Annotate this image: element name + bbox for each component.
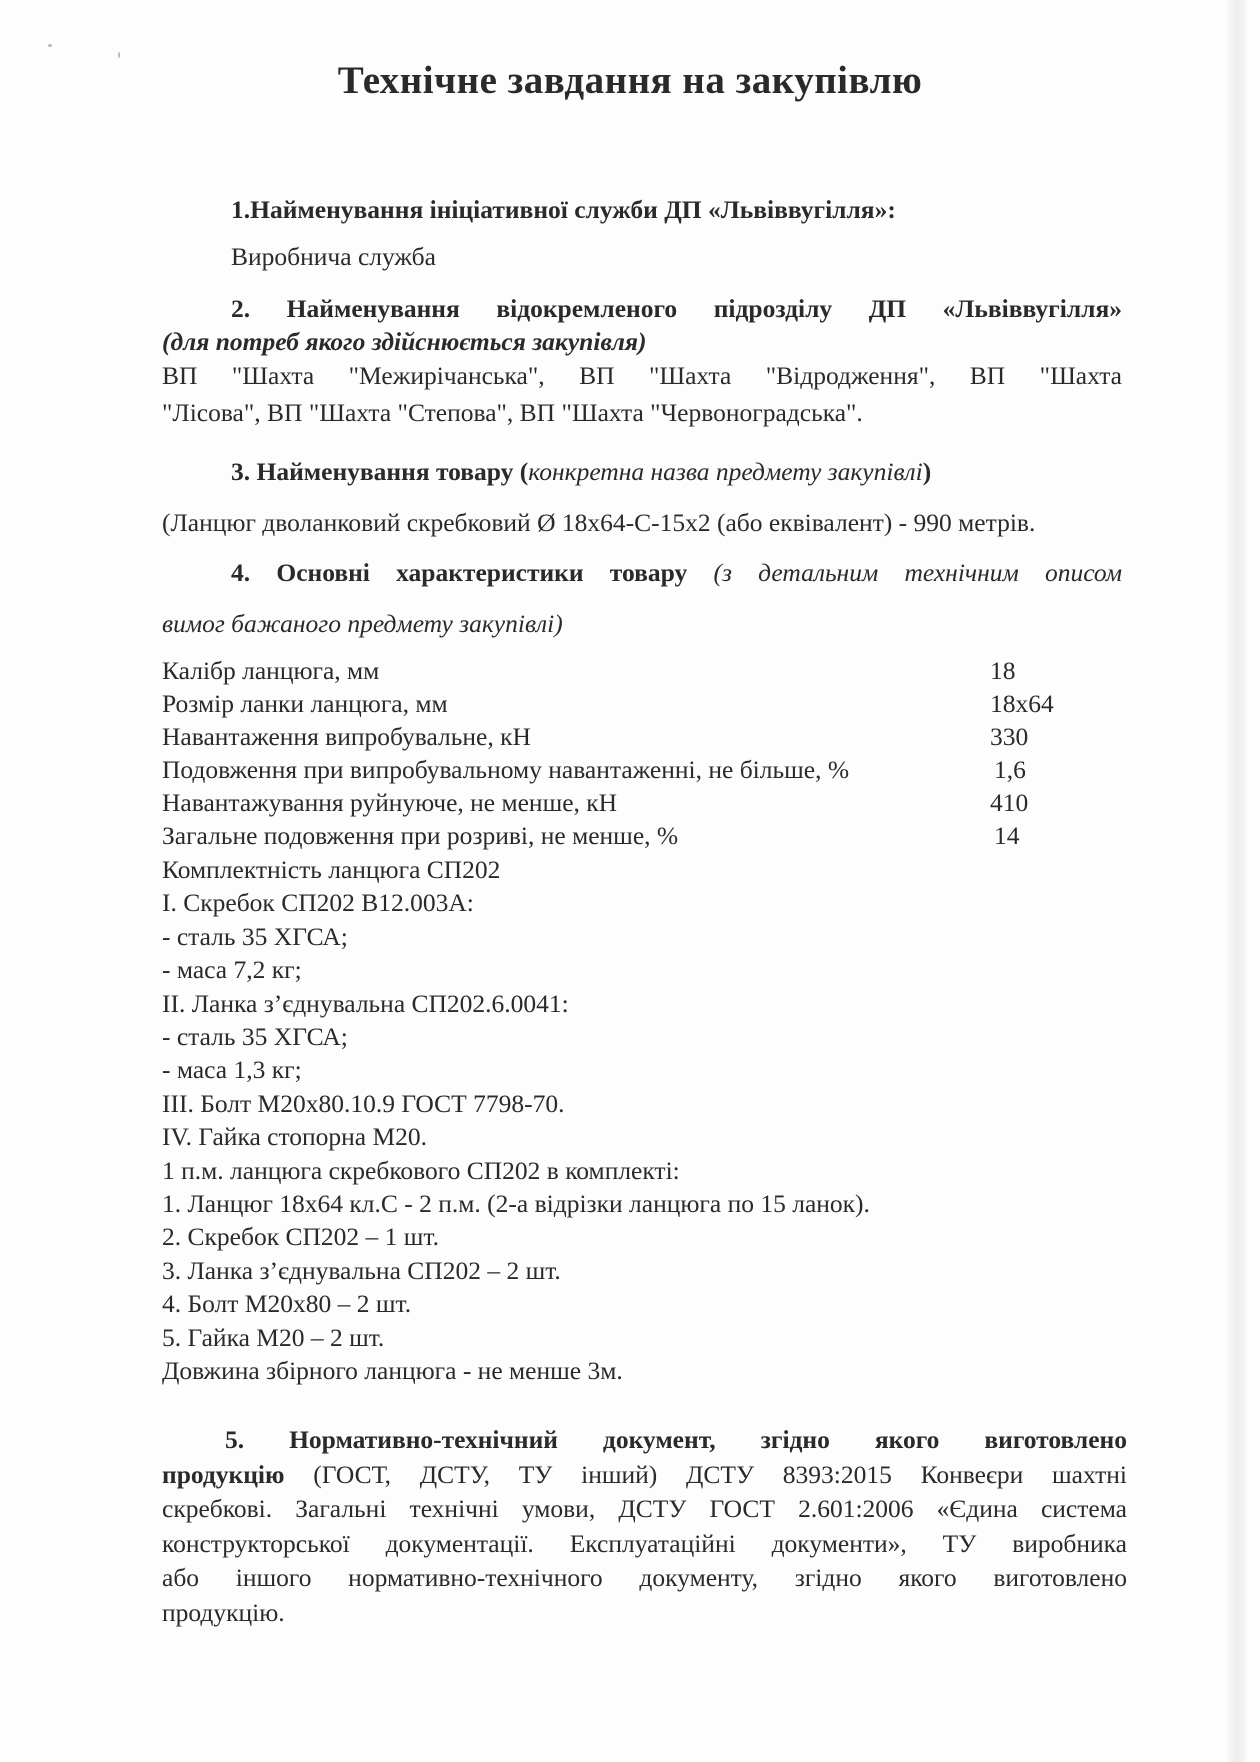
list-item: 1. Ланцюг 18х64 кл.С - 2 п.м. (2-а відрізки ланцюга по 15 ланок). bbox=[162, 1189, 870, 1219]
spec-row bbox=[162, 753, 1122, 786]
spec-row bbox=[162, 687, 1122, 720]
section-4-heading: 4. Основні характеристики товару bbox=[231, 558, 688, 587]
section-5-line-1-rest: (ГОСТ, ДСТУ, ТУ інший) ДСТУ 8393:2015 Конвеєри шахтні bbox=[284, 1459, 1127, 1489]
spec-value: 18 bbox=[990, 656, 1016, 685]
spec-value: 18х64 bbox=[990, 689, 1054, 718]
list-item: Комплектність ланцюга СП202 bbox=[162, 855, 501, 884]
completeness-list bbox=[162, 853, 870, 1388]
document-title: Технічне завдання на закупівлю bbox=[337, 59, 923, 102]
spec-row bbox=[162, 786, 1122, 819]
section-5-line-5: продукцію. bbox=[162, 1597, 285, 1627]
section-5-line-1 bbox=[162, 1458, 1127, 1493]
list-item: 2. Скребок СП202 – 1 шт. bbox=[162, 1222, 439, 1252]
spec-name: Навантажування руйнуюче, не менше, кН bbox=[162, 788, 618, 817]
spec-name: Розмір ланки ланцюга, мм bbox=[162, 689, 448, 718]
spec-value: 410 bbox=[990, 788, 1029, 817]
section-5-line-2: скребкові. Загальні технічні умови, ДСТУ ГОСТ 2.601:2006 «Єдина система bbox=[162, 1494, 1127, 1523]
scan-edge-shadow bbox=[1224, 0, 1246, 1762]
section-3-heading-line bbox=[231, 455, 931, 489]
spec-row bbox=[162, 654, 1122, 687]
list-item: 3. Ланка з’єднувальна СП202 – 2 шт. bbox=[162, 1255, 561, 1285]
list-item: ІІ. Ланка з’єднувальна СП202.6.0041: bbox=[162, 988, 569, 1018]
list-item: ІІІ. Болт М20х80.10.9 ГОСТ 7798-70. bbox=[162, 1088, 565, 1118]
section-5 bbox=[162, 1423, 1127, 1630]
section-4-note-2: вимог бажаного предмету закупівлі) bbox=[162, 609, 563, 638]
section-3-value: (Ланцюг дволанковий скребковий Ø 18х64-С-15х2 (або еквівалент) - 990 метрів. bbox=[162, 508, 1036, 537]
list-item: IV. Гайка стопорна М20. bbox=[162, 1122, 428, 1152]
section-1-heading: 1.Найменування ініціативної служби ДП «Львіввугілля»: bbox=[231, 195, 896, 224]
spec-value: 1,6 bbox=[994, 755, 1026, 784]
section-3-note: конкретна назва предмету закупівлі bbox=[528, 457, 923, 486]
list-item: - сталь 35 ХГСА; bbox=[162, 921, 348, 951]
list-item: 4. Болт М20х80 – 2 шт. bbox=[162, 1289, 412, 1319]
spec-name: Навантаження випробувальне, кН bbox=[162, 722, 531, 751]
spec-row bbox=[162, 720, 1122, 753]
scan-speck bbox=[48, 44, 52, 47]
section-4-note-1: (з детальним технічним описом bbox=[713, 558, 1122, 587]
list-item: Довжина збірного ланцюга - не менше 3м. bbox=[162, 1356, 623, 1386]
spec-row bbox=[162, 819, 1122, 852]
list-item: - сталь 35 ХГСА; bbox=[162, 1022, 348, 1052]
section-3-heading: 3. Найменування товару bbox=[231, 457, 514, 486]
list-item: 5. Гайка М20 – 2 шт. bbox=[162, 1322, 385, 1352]
section-4-heading-line bbox=[231, 556, 1122, 590]
section-2-heading: 2. Найменування відокремленого підрозділу ДП «Львіввугілля» bbox=[231, 294, 1122, 323]
section-5-line-3: конструкторської документації. Експлуатаційні документи», ТУ виробника bbox=[162, 1528, 1127, 1558]
section-5-heading: 5. Нормативно-технічний документ, згідно якого виготовлено bbox=[225, 1425, 1127, 1454]
section-3-paren-open: ( bbox=[519, 457, 529, 486]
list-item: І. Скребок СП202 В12.003А: bbox=[162, 888, 474, 918]
list-item: - маса 7,2 кг; bbox=[162, 955, 302, 985]
list-item: - маса 1,3 кг; bbox=[162, 1055, 302, 1085]
section-2-note: (для потреб якого здійснюється закупівля) bbox=[162, 327, 647, 356]
section-1-value: Виробнича служба bbox=[231, 242, 436, 271]
section-5-heading-end: продукцію bbox=[162, 1459, 285, 1489]
section-3-paren-close: ) bbox=[922, 457, 932, 486]
section-2-line-1: ВП "Шахта "Межирічанська", ВП "Шахта "Відродження", ВП "Шахта bbox=[162, 361, 1122, 390]
spec-value: 14 bbox=[994, 821, 1020, 850]
spec-name: Калібр ланцюга, мм bbox=[162, 656, 380, 685]
spec-name: Загальне подовження при розриві, не менше, % bbox=[162, 821, 679, 850]
spec-name: Подовження при випробувальному навантаженні, не більше, % bbox=[162, 755, 850, 784]
list-item: 1 п.м. ланцюга скребкового СП202 в комплекті: bbox=[162, 1155, 680, 1185]
spec-value: 330 bbox=[990, 722, 1029, 751]
section-5-line-4: або іншого нормативно-технічного документу, згідно якого виготовлено bbox=[162, 1563, 1127, 1592]
section-2-line-2: "Лісова", ВП "Шахта "Степова", ВП "Шахта "Червоноградська". bbox=[162, 398, 863, 427]
